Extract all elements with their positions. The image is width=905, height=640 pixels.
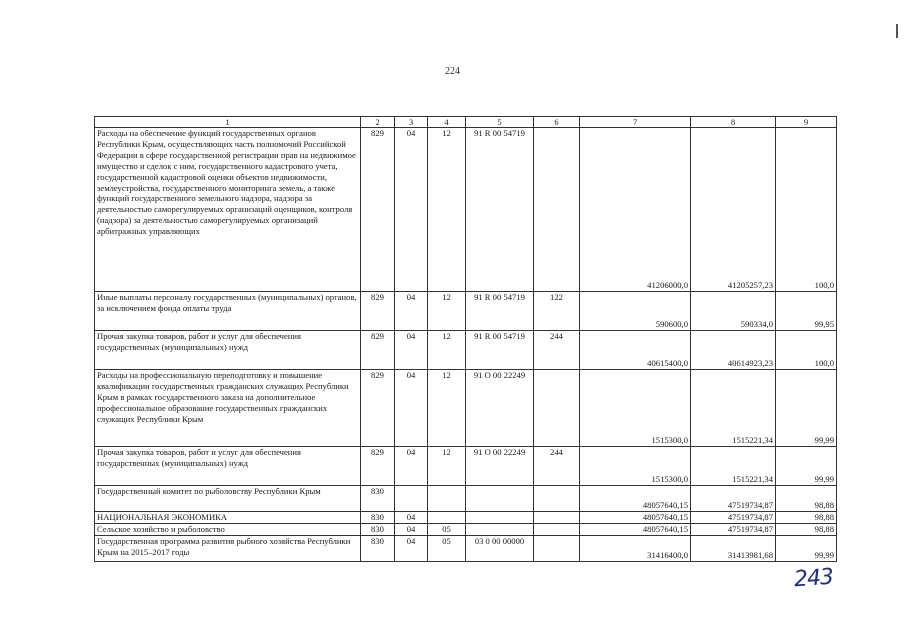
row-section-code: 04 (395, 536, 428, 562)
row-executed-amount: 47519734,87 (691, 512, 776, 524)
header-cell: 9 (776, 117, 837, 128)
row-planned-amount: 590600,0 (580, 292, 691, 331)
row-ministry-code: 830 (361, 512, 395, 524)
page-number: 224 (445, 66, 460, 77)
row-subsection-code: 12 (428, 128, 466, 292)
row-expense-type (534, 128, 580, 292)
header-cell: 5 (466, 117, 534, 128)
row-target-article (466, 512, 534, 524)
row-target-article: 91 О 00 22249 (466, 447, 534, 486)
row-description: Расходы на профессиональную переподготовку и повышение квалификации государственных гражданских служащих Республики Крым в рамках государственного заказа на дополнительное профессиональное образование государственных гражданских служащих Республики Крым (95, 370, 361, 447)
row-target-article: 91 R 00 54719 (466, 292, 534, 331)
row-description: Иные выплаты персоналу государственных (муниципальных) органов, за исключением фонда оплаты труда (95, 292, 361, 331)
header-cell: 7 (580, 117, 691, 128)
row-executed-amount: 1515221,34 (691, 370, 776, 447)
row-description: Прочая закупка товаров, работ и услуг для обеспечения государственных (муниципальных) нужд (95, 447, 361, 486)
row-section-code: 04 (395, 447, 428, 486)
row-executed-amount: 590334,0 (691, 292, 776, 331)
table-row (95, 536, 837, 562)
row-expense-type: 122 (534, 292, 580, 331)
row-execution-percent: 100,0 (776, 331, 837, 370)
row-expense-type (534, 486, 580, 512)
row-expense-type (534, 512, 580, 524)
row-execution-percent: 98,88 (776, 524, 837, 536)
row-execution-percent: 99,99 (776, 447, 837, 486)
table-row (95, 331, 837, 370)
row-section-code: 04 (395, 331, 428, 370)
row-target-article: 91 R 00 54719 (466, 128, 534, 292)
row-executed-amount: 41205257,23 (691, 128, 776, 292)
row-section-code (395, 486, 428, 512)
budget-table (94, 116, 837, 562)
header-cell: 3 (395, 117, 428, 128)
row-subsection-code (428, 486, 466, 512)
row-subsection-code: 12 (428, 447, 466, 486)
table-row (95, 370, 837, 447)
row-ministry-code: 830 (361, 524, 395, 536)
row-executed-amount: 40614923,23 (691, 331, 776, 370)
row-section-code: 04 (395, 128, 428, 292)
row-description: Сельское хозяйство и рыболовство (95, 524, 361, 536)
row-description: Расходы на обеспечение функций государственных органов Республики Крым, осуществляющих часть полномочий Российской Федерации в сфере государственной регистрации прав на недвижимое имущество и сделок с ним, государственного кадастрового учета, государственной кадастровой оценки объектов недвижимости, землеустройства, государственного мониторинга земель, а также функций государственного земельного надзора, надзора за деятельностью саморегулируемых организаций оценщиков, контроля (надзора) за деятельностью саморегулируемых организаций арбитражных управляющих (95, 128, 361, 292)
row-subsection-code: 12 (428, 331, 466, 370)
row-subsection-code (428, 512, 466, 524)
header-cell: 6 (534, 117, 580, 128)
row-ministry-code: 830 (361, 536, 395, 562)
table-row (95, 292, 837, 331)
row-planned-amount: 48057640,15 (580, 486, 691, 512)
row-planned-amount: 31416400,0 (580, 536, 691, 562)
row-ministry-code: 829 (361, 292, 395, 331)
table-row (95, 512, 837, 524)
row-target-article (466, 524, 534, 536)
row-ministry-code: 829 (361, 331, 395, 370)
row-subsection-code: 05 (428, 536, 466, 562)
row-description: Государственный комитет по рыболовству Республики Крым (95, 486, 361, 512)
header-row (95, 117, 837, 128)
row-ministry-code: 829 (361, 128, 395, 292)
table-row (95, 486, 837, 512)
row-execution-percent: 99,99 (776, 370, 837, 447)
header-cell: 4 (428, 117, 466, 128)
row-planned-amount: 41206000,0 (580, 128, 691, 292)
table-row (95, 128, 837, 292)
row-executed-amount: 47519734,87 (691, 524, 776, 536)
row-expense-type: 244 (534, 447, 580, 486)
handwritten-page-number: 243 (793, 564, 834, 593)
row-planned-amount: 48057640,15 (580, 512, 691, 524)
row-execution-percent: 98,88 (776, 486, 837, 512)
row-target-article (466, 486, 534, 512)
header-cell: 1 (95, 117, 361, 128)
row-expense-type (534, 524, 580, 536)
row-target-article: 91 О 00 22249 (466, 370, 534, 447)
row-execution-percent: 99,99 (776, 536, 837, 562)
row-executed-amount: 47519734,87 (691, 486, 776, 512)
row-subsection-code: 05 (428, 524, 466, 536)
row-execution-percent: 98,88 (776, 512, 837, 524)
row-description: Прочая закупка товаров, работ и услуг для обеспечения государственных (муниципальных) нужд (95, 331, 361, 370)
row-section-code: 04 (395, 512, 428, 524)
row-execution-percent: 99,95 (776, 292, 837, 331)
row-section-code: 04 (395, 524, 428, 536)
row-expense-type: 244 (534, 331, 580, 370)
row-expense-type (534, 370, 580, 447)
row-target-article: 91 R 00 54719 (466, 331, 534, 370)
row-executed-amount: 31413981,68 (691, 536, 776, 562)
table-body (95, 128, 837, 562)
row-expense-type (534, 536, 580, 562)
row-planned-amount: 40615400,0 (580, 331, 691, 370)
row-ministry-code: 829 (361, 370, 395, 447)
row-description: Государственная программа развития рыбного хозяйства Республики Крым на 2015–2017 годы (95, 536, 361, 562)
row-subsection-code: 12 (428, 370, 466, 447)
table-row (95, 447, 837, 486)
row-planned-amount: 1515300,0 (580, 447, 691, 486)
row-executed-amount: 1515221,34 (691, 447, 776, 486)
row-execution-percent: 100,0 (776, 128, 837, 292)
header-cell: 2 (361, 117, 395, 128)
row-target-article: 03 0 00 00000 (466, 536, 534, 562)
row-description: НАЦИОНАЛЬНАЯ ЭКОНОМИКА (95, 512, 361, 524)
header-cell: 8 (691, 117, 776, 128)
row-section-code: 04 (395, 292, 428, 331)
row-subsection-code: 12 (428, 292, 466, 331)
row-ministry-code: 830 (361, 486, 395, 512)
table-header (95, 117, 837, 128)
table-row (95, 524, 837, 536)
scan-edge-mark (896, 24, 898, 38)
row-planned-amount: 48057640,15 (580, 524, 691, 536)
row-ministry-code: 829 (361, 447, 395, 486)
row-planned-amount: 1515300,0 (580, 370, 691, 447)
row-section-code: 04 (395, 370, 428, 447)
